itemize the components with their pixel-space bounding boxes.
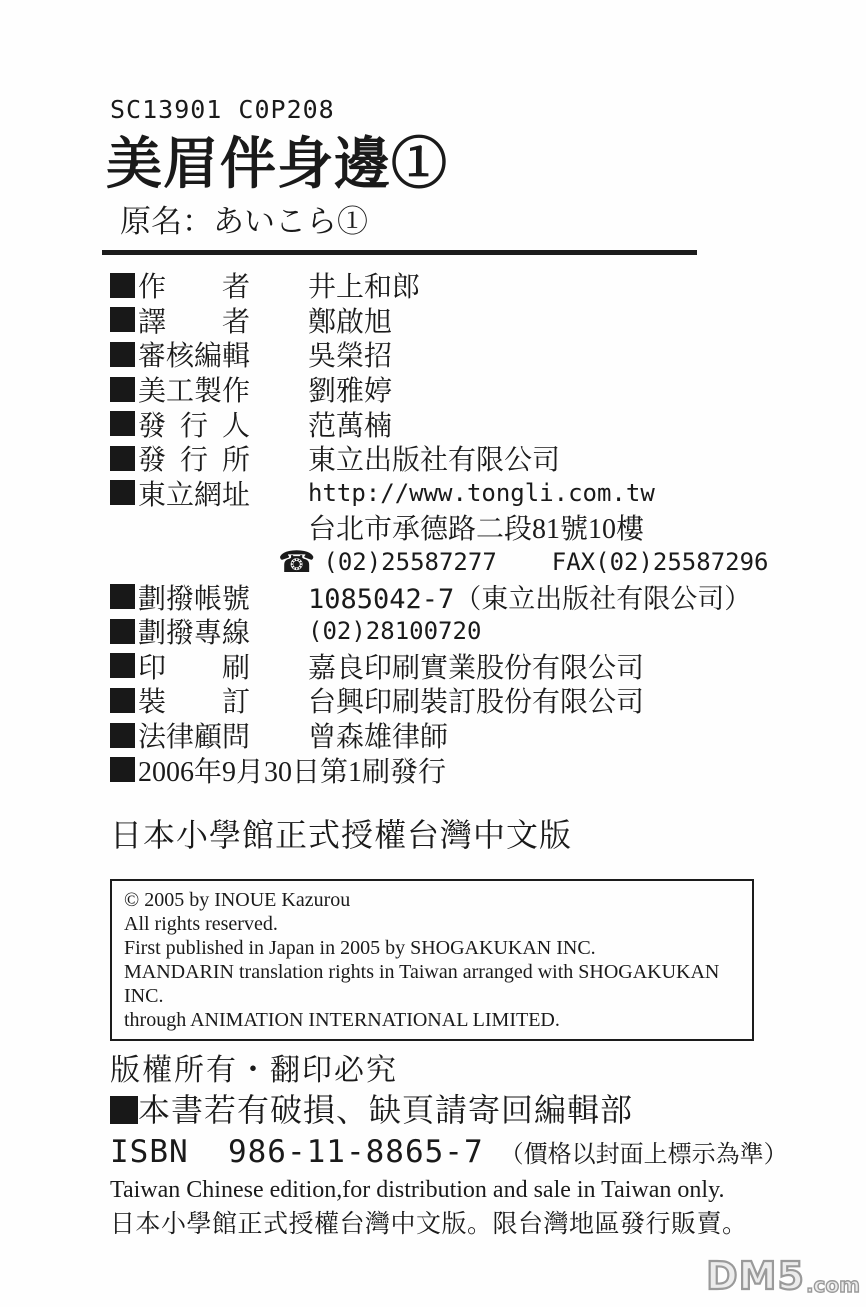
dm5-logo-ext: .com	[805, 1273, 860, 1297]
credit-label: 美工製作	[138, 376, 251, 408]
credit-row-website	[110, 476, 850, 511]
credit-label: 發 行 人	[138, 410, 251, 442]
credit-value: 東立出版社有限公司	[308, 445, 561, 477]
square-bullet-icon	[110, 757, 135, 782]
credit-row-print-date	[110, 752, 850, 787]
isbn-line	[110, 1134, 850, 1170]
publisher-url: http://www.tongli.com.tw	[308, 478, 655, 507]
square-bullet-icon	[110, 377, 135, 402]
credit-row-legal	[110, 718, 850, 753]
copyright-line: All rights reserved.	[124, 912, 278, 935]
square-bullet-icon	[110, 342, 135, 367]
damaged-copy-text: 本書若有破損、缺頁請寄回編輯部	[138, 1091, 634, 1128]
square-bullet-icon	[110, 653, 135, 678]
publisher-address: 台北市承德路二段81號10樓	[308, 514, 645, 546]
square-bullet-icon	[110, 480, 135, 505]
credit-row-binding	[110, 683, 850, 718]
original-title: 原名：あいこら①	[120, 204, 368, 239]
print-date: 2006年9月30日第1刷發行	[138, 756, 447, 788]
fax-number: FAX(02)25587296	[551, 548, 769, 577]
postal-phone-number: (02)28100720	[308, 617, 482, 646]
square-bullet-icon	[110, 411, 135, 436]
square-bullet-icon	[110, 688, 135, 713]
phone-fax-line	[278, 545, 769, 580]
credit-value: 嘉良印刷實業股份有限公司	[308, 652, 645, 684]
credit-row-author	[110, 268, 850, 303]
rights-reserved-line: 版權所有・翻印必究	[110, 1053, 398, 1087]
credit-value: 井上和郎	[308, 272, 421, 304]
credit-label: 審核編輯	[138, 341, 251, 373]
credit-row-phone	[110, 545, 850, 580]
square-bullet-icon	[110, 1096, 138, 1124]
square-bullet-icon	[110, 307, 135, 332]
damaged-copy-notice	[110, 1091, 850, 1129]
credit-row-printer	[110, 649, 850, 684]
credit-row-publisher	[110, 441, 850, 476]
square-bullet-icon	[110, 723, 135, 748]
credit-row-art	[110, 372, 850, 407]
page-content	[106, 95, 850, 1240]
dm5-logo-text: DM5	[706, 1254, 805, 1298]
isbn-number: ISBN 986-11-8865-7	[110, 1133, 484, 1170]
square-bullet-icon	[110, 273, 135, 298]
credit-label: 作 者	[138, 272, 251, 304]
dm5-watermark	[706, 1254, 860, 1298]
credit-label: 東立網址	[138, 479, 251, 511]
copyright-line: First published in Japan in 2005 by SHOGAKUKAN INC.	[124, 936, 596, 959]
phone-icon: ☎	[278, 544, 316, 580]
credit-value: 鄭啟旭	[308, 306, 393, 338]
credits-list	[110, 268, 850, 787]
divider-rule	[102, 250, 697, 255]
copyright-box	[110, 879, 754, 1041]
credit-label: 發 行 所	[138, 445, 251, 477]
copyright-line: © 2005 by INOUE Kazurou	[124, 888, 351, 911]
product-code: SC13901 C0P208	[110, 95, 335, 124]
credit-row-postal-account	[110, 579, 850, 614]
credit-row-postal-line	[110, 614, 850, 649]
book-title: 美眉伴身邊①	[106, 134, 448, 196]
credit-row-translator	[110, 303, 850, 338]
price-note: （價格以封面上標示為準）	[499, 1142, 788, 1169]
credit-label: 印 刷	[138, 652, 251, 684]
credit-value: 台興印刷裝訂股份有限公司	[308, 687, 645, 719]
credit-row-address	[110, 510, 850, 545]
square-bullet-icon	[110, 446, 135, 471]
credit-row-editor	[110, 337, 850, 372]
credit-value: 曾森雄律師	[308, 722, 449, 754]
credit-label: 譯 者	[138, 306, 251, 338]
copyright-line: MANDARIN translation rights in Taiwan arranged with SHOGAKUKAN INC.	[124, 960, 720, 1007]
credit-value: 范萬楠	[308, 410, 393, 442]
credit-row-publisher-person	[110, 406, 850, 441]
credit-label: 法律顧問	[138, 722, 251, 754]
credit-label: 裝 訂	[138, 687, 251, 719]
square-bullet-icon	[110, 584, 135, 609]
square-bullet-icon	[110, 619, 135, 644]
credit-value: 劉雅婷	[308, 376, 393, 408]
phone-number: (02)25587277	[323, 548, 497, 577]
license-line: 日本小學館正式授權台灣中文版	[110, 816, 573, 853]
english-edition-line: Taiwan Chinese edition,for distribution and sale in Taiwan only.	[110, 1176, 725, 1203]
region-restriction-line: 日本小學館正式授權台灣中文版。限台灣地區發行販賣。	[110, 1210, 748, 1238]
credit-label: 劃撥帳號	[138, 583, 251, 615]
credit-value: 吳榮招	[308, 341, 393, 373]
postal-account-number: 1085042-7（東立出版社有限公司）	[308, 584, 752, 616]
credit-label: 劃撥專線	[138, 618, 251, 650]
copyright-line: through ANIMATION INTERNATIONAL LIMITED.	[124, 1008, 560, 1031]
